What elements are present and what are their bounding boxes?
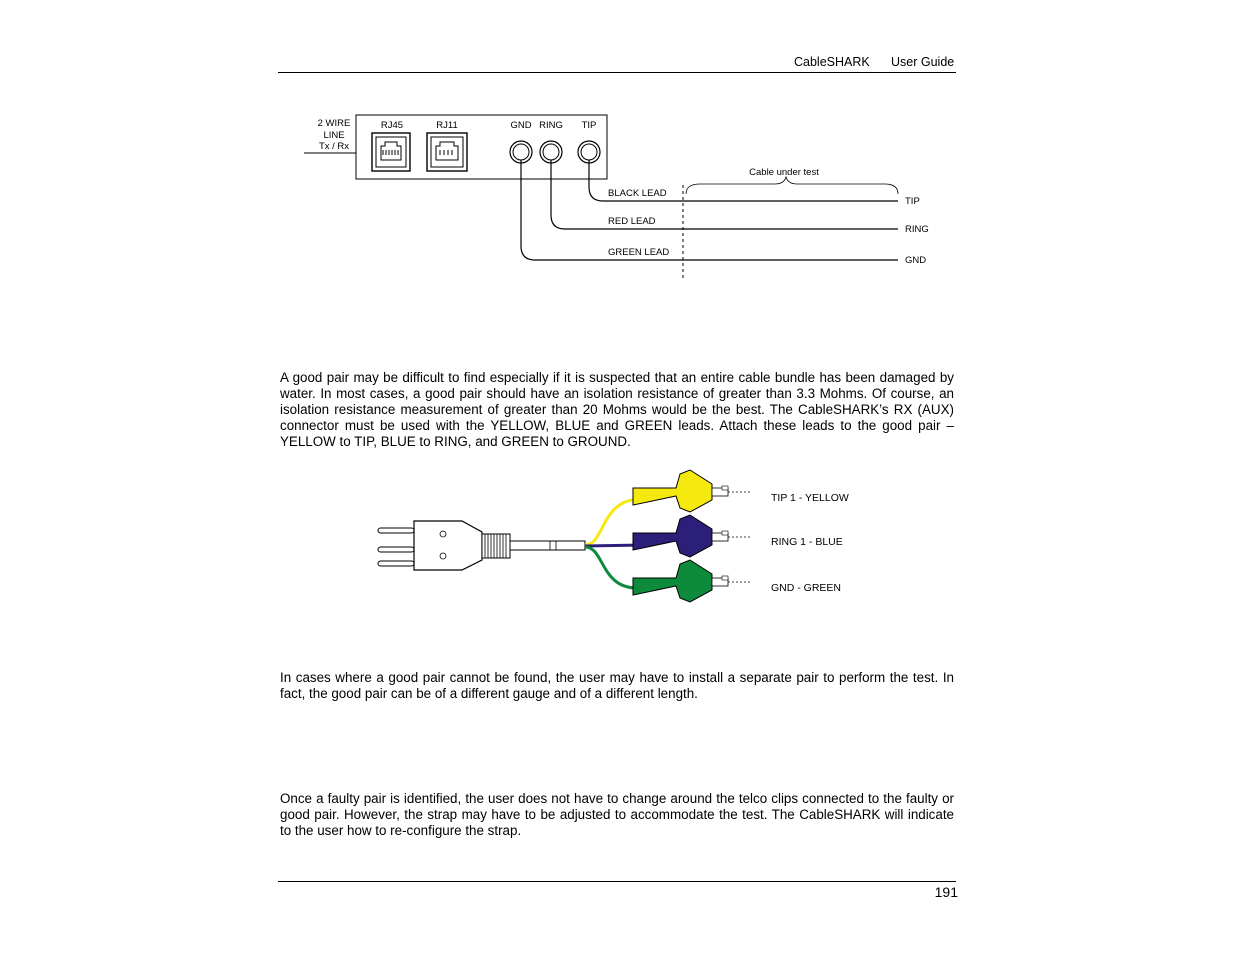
- header-guide-title: User Guide: [891, 55, 955, 69]
- end-gnd-label: GND: [905, 255, 927, 266]
- plug-pins: [378, 528, 414, 566]
- red-lead-label: RED LEAD: [608, 216, 656, 227]
- black-lead-label: BLACK LEAD: [608, 188, 667, 199]
- green-clip-icon: [633, 560, 752, 602]
- paragraph-good-pair: A good pair may be difficult to find especially if it is suspected that an entire cable bundle has been damaged by water. In most cases, a good pair should have an isolation resistance of greater than 3.3 Mohms. Of course, an isolation resistance measurement of greater than 20 Mohms would be the best. The CableSHARK’s RX (AUX) connector must be used with the YELLOW, BLUE and GREEN leads. Attach these leads to the good pair – YELLOW to TIP, BLUE to RING, and GREEN to GROUND.: [280, 370, 954, 449]
- gnd-jack-label: GND: [510, 120, 532, 131]
- green-lead-label: GREEN LEAD: [608, 247, 670, 258]
- blue-wire: [585, 545, 640, 546]
- page-number: 191: [934, 884, 958, 900]
- line-label-1: 2 WIRE: [317, 118, 351, 129]
- gnd-green-label: GND - GREEN: [771, 582, 842, 594]
- green-wire: [585, 547, 640, 588]
- plug-body: [414, 521, 482, 570]
- main-cable: [510, 541, 585, 550]
- footer-rule: [278, 881, 956, 882]
- ring-blue-label: RING 1 - BLUE: [771, 536, 843, 548]
- yellow-wire: [585, 499, 640, 545]
- yellow-clip-icon: [633, 470, 752, 512]
- rj45-label: RJ45: [380, 120, 404, 131]
- line-label-2: LINE: [323, 130, 345, 141]
- cable-under-test-label: Cable under test: [749, 167, 819, 178]
- blue-clip-icon: [633, 515, 752, 557]
- end-tip-label: TIP: [905, 196, 920, 207]
- header-product-name: CableSHARK: [794, 55, 870, 69]
- rj11-label: RJ11: [436, 120, 458, 131]
- end-ring-label: RING: [905, 224, 929, 235]
- tip-jack-label: TIP: [581, 120, 597, 131]
- paragraph-faulty-pair: Once a faulty pair is identified, the user does not have to change around the telco clips connected to the faulty or good pair. However, the strap may have to be adjusted to accommodate the test. The CableSHARK will indicate to the user how to re-configure the strap.: [280, 791, 954, 838]
- ring-jack-label: RING: [539, 120, 563, 131]
- line-label-3: Tx / Rx: [318, 141, 350, 152]
- paragraph-separate-pair: In cases where a good pair cannot be found, the user may have to install a separate pair to perform the test. In fact, the good pair can be of a different gauge and of a different length.: [280, 670, 954, 701]
- tip-yellow-label: TIP 1 - YELLOW: [771, 492, 849, 504]
